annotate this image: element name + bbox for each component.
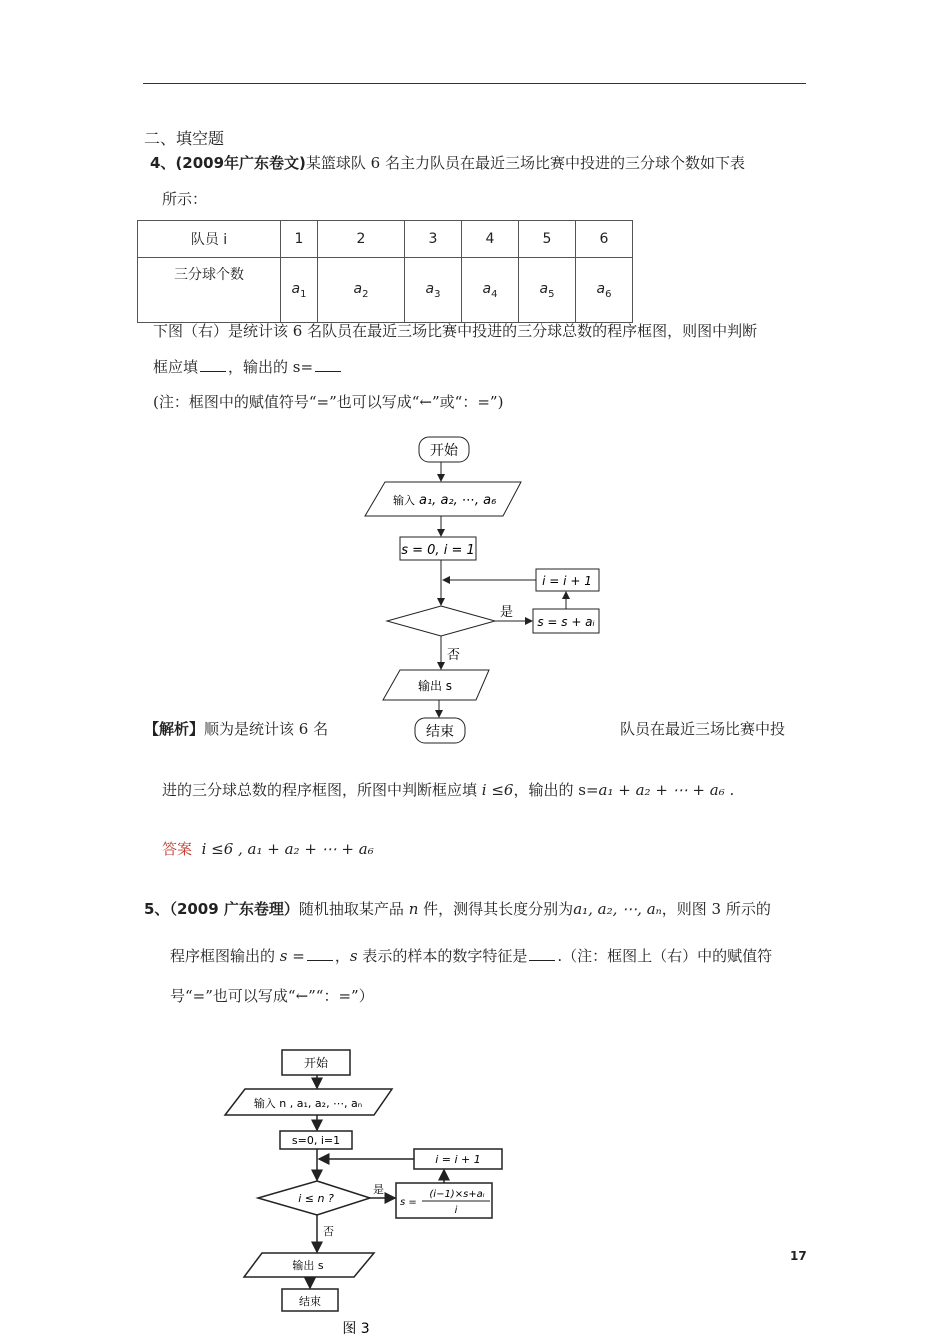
flow2-end-text: 结束 (299, 1295, 321, 1308)
flow2-no-label: 否 (323, 1225, 334, 1238)
flow-increment-text: i = i + 1 (542, 574, 592, 588)
q4-note: (注：框图中的赋值符号“=”也可以写成“←”或“：=”) (153, 393, 504, 411)
flow-output-text: 输出 s (417, 679, 453, 693)
answer-blank (200, 359, 226, 372)
q4-analysis-right: 队员在最近三场比赛中投 (620, 720, 786, 738)
table-col-5: 5 (519, 221, 576, 258)
flow-update-text: s = s + aᵢ (537, 615, 595, 629)
table-col-1: 1 (281, 221, 318, 258)
header-rule (143, 83, 806, 84)
table-value-6: $a_6$ (576, 258, 633, 323)
answer-text: i ≤6 , a₁ + a₂ + ⋯ + a₆ (201, 840, 374, 858)
flow-input-prefix: 输入 (393, 494, 415, 507)
q4-table (137, 220, 633, 323)
table-value-2: $a_2$ (318, 258, 405, 323)
q4-stem: 某篮球队 6 名主力队员在最近三场比赛中投进的三分球个数如下表 (305, 154, 745, 172)
table-value-1: $a_1$ (281, 258, 318, 323)
flow-decision (387, 606, 495, 636)
table-col-2: 2 (318, 221, 405, 258)
flow2-update-num: (i−1)×s+aᵢ (429, 1189, 485, 1200)
flow2-update-den: i (454, 1205, 458, 1216)
flow2-caption: 图 3 (342, 1321, 370, 1337)
q4-analysis-left: 【解析】顺为是统计该 6 名 (144, 720, 329, 738)
flow-init-text: s = 0, i = 1 (401, 543, 475, 558)
q5-line3: 号“=”也可以写成“←”“：=”） (170, 987, 374, 1005)
flow-input-expr: a₁, a₂, ⋯, a₆ (419, 493, 497, 508)
q5-line1: 5、（2009 广东卷理）随机抽取某产品 n 件，测得其长度分别为a₁, a₂, ⋯, aₙ，则图 3 所示的 (144, 900, 771, 918)
table-header-label: 队员 i (138, 221, 281, 258)
q4-line1 (150, 152, 745, 173)
flow-start-text: 开始 (430, 443, 458, 459)
flow2-init-text: s=0, i=1 (291, 1134, 341, 1147)
flow2-output-text: 输出 s (292, 1259, 324, 1272)
flow2-yes-label: 是 (373, 1183, 384, 1196)
table-col-3: 3 (405, 221, 462, 258)
q4-stem-line2: 所示： (162, 190, 208, 208)
flow-no-label: 否 (447, 648, 461, 663)
table-row (138, 221, 633, 258)
q4-number: 4、 (150, 154, 176, 172)
flow2-input-text: 输入 n , a₁, a₂, ⋯, aₙ (253, 1097, 363, 1110)
answer-blank (307, 948, 333, 961)
q5-line2: 程序框图输出的 s = ，s 表示的样本的数字特征是 .（注：框图上（右）中的赋值符 (170, 947, 773, 965)
table-row (138, 258, 633, 323)
flow2-cond-text: i ≤ n ? (298, 1192, 334, 1205)
flow-yes-label: 是 (500, 605, 514, 620)
flow-end-text: 结束 (426, 724, 454, 740)
q4-answer (162, 838, 374, 859)
q5-flowchart (220, 1045, 510, 1343)
answer-label: 答案 (162, 840, 193, 858)
q4-line-b: 框应填 ，输出的 s= (153, 356, 343, 377)
table-value-4: $a_4$ (462, 258, 519, 323)
page-number: 17 (790, 1249, 807, 1263)
table-col-4: 4 (462, 221, 519, 258)
answer-blank (529, 948, 555, 961)
table-col-6: 6 (576, 221, 633, 258)
table-row-label: 三分球个数 (138, 258, 281, 323)
section-title: 二、填空题 (144, 129, 225, 148)
q4-analysis-line2: 进的三分球总数的程序框图，所图中判断框应填 i ≤6，输出的 s=a₁ + a₂ + ⋯ + a₆ . (162, 781, 735, 799)
flow2-start-text: 开始 (303, 1056, 329, 1070)
table-value-3: $a_3$ (405, 258, 462, 323)
q4-flowchart (355, 432, 620, 752)
answer-blank (315, 359, 341, 372)
q4-line-a: 下图（右）是统计该 6 名队员在最近三场比赛中投进的三分球总数的程序框图，则图中判断 (153, 322, 758, 340)
table-value-5: $a_5$ (519, 258, 576, 323)
flow2-update-lhs: s = (400, 1197, 417, 1208)
q4-source: (2009年广东卷文) (175, 154, 306, 172)
flow2-increment-text: i = i + 1 (435, 1153, 481, 1166)
